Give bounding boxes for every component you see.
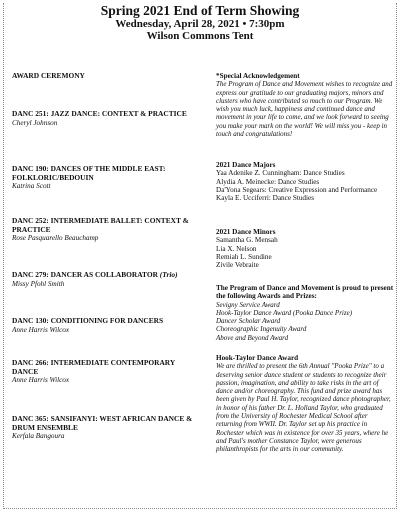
program-item-title: DANC 266: INTERMEDIATE CONTEMPORARY DANCE bbox=[12, 358, 175, 376]
major-entry: Kayla E. Ucciferri: Dance Studies bbox=[216, 194, 314, 203]
program-item bbox=[12, 271, 202, 288]
awards-heading: The Program of Dance and Movement is proud to present the following Awards and Prizes: bbox=[216, 284, 394, 301]
program-item-title: DANC 190: DANCES OF THE MIDDLE EAST: FOLKLORIC/BEDOUIN bbox=[12, 164, 166, 182]
award-entry: Hook-Taylor Dance Award (Pooka Dance Prize) bbox=[216, 308, 353, 317]
awards-section bbox=[216, 284, 394, 342]
hook-taylor-text: We are thrilled to present the 6th Annual "Pooka Prize" to a deserving senior dance student or students to recognize their passion, imagination, and ability to take risks in the art of dance and/or choreography. This fund and prize award has been given by Paul H. Taylor, recognized dance photographer, in honor of his father Dr. L. Holland Taylor, who graduated from the University of Rochester Medical School after returning from WWII. Dr. Taylor set up his practice in Rochester which was in existence for over 35 years, where he and Paul's mother Constance Taylor, were generous philanthropists for the arts in our community. bbox=[216, 362, 391, 454]
minor-entry: Remiah L. Sundine bbox=[216, 252, 272, 261]
program-item bbox=[12, 110, 202, 127]
right-dotted-border bbox=[396, 3, 397, 509]
award-entry: Dancer Scholar Award bbox=[216, 317, 281, 326]
program-item-instructor: Katrina Scott bbox=[12, 182, 51, 191]
program-item-title: AWARD CEREMONY bbox=[12, 71, 85, 80]
award-entry: Sevigny Service Award bbox=[216, 300, 280, 309]
program-item-instructor: Anne Harris Wilcox bbox=[12, 325, 70, 334]
award-entry: Above and Beyond Award bbox=[216, 333, 289, 342]
program-item-title: DANC 365: SANSIFANYI: WEST AFRICAN DANCE & DRUM ENSEMBLE bbox=[12, 414, 193, 432]
program-item bbox=[12, 317, 202, 334]
program-item-instructor: Cheryl Johnson bbox=[12, 118, 58, 127]
program-item-format: (Trio) bbox=[159, 270, 178, 279]
program-item bbox=[12, 217, 202, 243]
left-dotted-border bbox=[3, 3, 4, 509]
majors-section bbox=[216, 161, 394, 202]
hook-taylor-heading: Hook-Taylor Dance Award bbox=[216, 354, 299, 362]
program-item-instructor: Rose Pasquarello Beauchamp bbox=[12, 234, 99, 243]
event-date-time: Wednesday, April 28, 2021 • 7:30pm bbox=[115, 18, 285, 30]
minor-entry: Zivile Vebraite bbox=[216, 261, 259, 270]
program-item-title: DANC 251: JAZZ DANCE: CONTEXT & PRACTICE bbox=[12, 109, 187, 118]
acknowledgement-heading: *Special Acknowledgement bbox=[216, 72, 300, 80]
page-title: Spring 2021 End of Term Showing bbox=[100, 3, 300, 18]
event-venue: Wilson Commons Tent bbox=[146, 30, 254, 42]
major-entry: Yaa Adenike Z. Cunningham: Dance Studies bbox=[216, 169, 345, 178]
hook-taylor-section bbox=[216, 354, 394, 454]
program-item-title: DANC 130: CONDITIONING FOR DANCERS bbox=[12, 316, 164, 325]
program-item-title: DANC 279: DANCER AS COLLABORATOR (Trio) bbox=[12, 270, 178, 279]
award-entry: Choreographic Ingenuity Award bbox=[216, 325, 307, 334]
program-item bbox=[12, 359, 202, 385]
acknowledgement-section bbox=[216, 72, 394, 138]
program-item bbox=[12, 415, 202, 441]
major-entry: Alydia A. Meinecke: Dance Studies bbox=[216, 177, 320, 186]
program-header bbox=[0, 3, 400, 42]
bottom-dotted-border bbox=[3, 508, 397, 509]
program-item-instructor: Kerfala Bangoura bbox=[12, 432, 65, 441]
program-item bbox=[12, 72, 202, 81]
minors-section bbox=[216, 228, 394, 269]
major-entry: Da'Yona Segears: Creative Expression and Performance bbox=[216, 185, 378, 194]
program-item-instructor: Anne Harris Wilcox bbox=[12, 376, 70, 385]
program-item-instructor: Missy Pfohl Smith bbox=[12, 279, 65, 288]
program-item bbox=[12, 165, 202, 191]
majors-heading: 2021 Dance Majors bbox=[216, 161, 276, 169]
acknowledgement-text: The Program of Dance and Movement wishes to recognize and express our gratitude to our graduating majors, minors and clusters who have contributed so much to our Program. We wish you much luck, happiness and continued dance and movement in your life to come, and we look forward to seeing you make your mark on the world! We will miss you - keep in touch and congratulations! bbox=[216, 80, 393, 139]
minors-heading: 2021 Dance Minors bbox=[216, 228, 276, 236]
program-item-title: DANC 252: INTERMEDIATE BALLET: CONTEXT & PRACTICE bbox=[12, 216, 189, 234]
minor-entry: Lia X. Nelson bbox=[216, 244, 257, 253]
minor-entry: Samantha G. Mensah bbox=[216, 236, 278, 245]
